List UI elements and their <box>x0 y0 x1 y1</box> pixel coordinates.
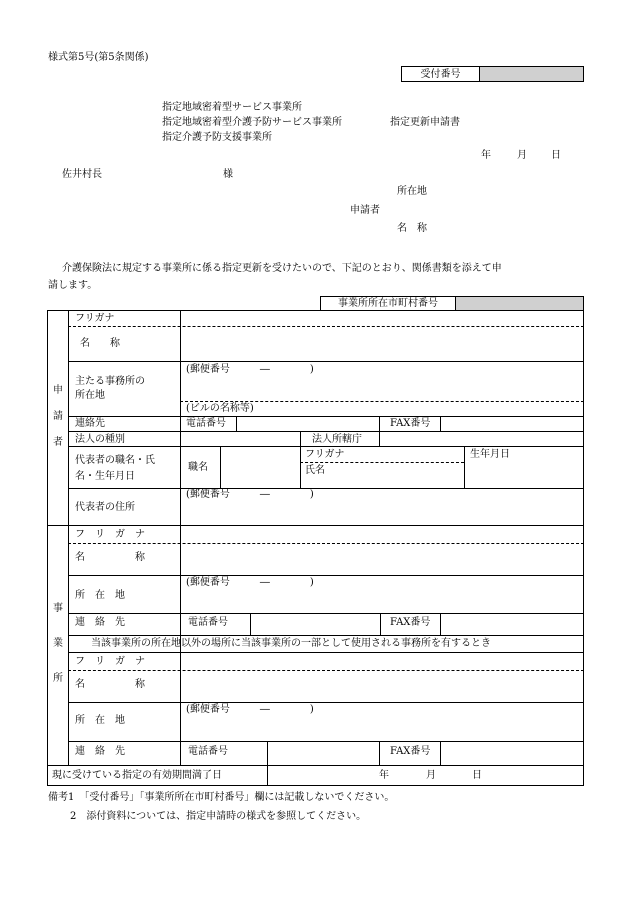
applicant-fax-field[interactable] <box>441 417 583 431</box>
office-phone-field[interactable] <box>251 614 379 635</box>
note-1: 備考1 「受付番号」「事業所所在市町村番号」欄には記載しないでください。 <box>48 792 395 803</box>
representative-title-label: 職名 <box>188 462 208 473</box>
representative-furigana-label: フリガナ <box>305 449 345 460</box>
satellite-phone-field[interactable] <box>268 742 378 764</box>
office-furigana-label: フ リ ガ ナ <box>75 529 145 540</box>
applicant-name-row-label: 名 称 <box>80 338 120 349</box>
representative-address-field[interactable] <box>181 502 583 524</box>
title-line-1: 指定地域密着型サービス事業所 <box>162 102 302 113</box>
representative-postal: (郵便番号 ― ) <box>186 489 314 500</box>
section-applicant-char-2: 請 <box>53 411 63 422</box>
satellite-name-label: 名 称 <box>75 679 145 690</box>
corp-authority-label: 法人所轄庁 <box>312 434 362 445</box>
main-office-label-2: 所在地 <box>75 390 105 401</box>
date-day: 日 <box>551 150 561 161</box>
representative-label-2: 名・生年月日 <box>75 471 135 482</box>
applicant-phone-field[interactable] <box>237 417 378 431</box>
applicant-name-label: 名 称 <box>397 223 427 234</box>
office-postal: (郵便番号 ― ) <box>186 577 314 588</box>
main-office-label-1: 主たる事務所の <box>75 376 145 387</box>
office-fax-label: FAX番号 <box>390 617 431 628</box>
section-office-char-1: 事 <box>53 603 63 614</box>
expiry-year: 年 <box>379 770 389 781</box>
corp-type-field[interactable] <box>181 432 299 446</box>
satellite-fax-label: FAX番号 <box>390 746 431 757</box>
applicant-label: 申請者 <box>350 205 380 216</box>
corp-type-label: 法人の種別 <box>75 434 125 445</box>
office-furigana-field[interactable] <box>181 526 583 542</box>
section-office-char-2: 業 <box>53 638 63 649</box>
expiry-label: 現に受けている指定の有効期間満了日 <box>52 770 222 781</box>
office-contact-label: 連 絡 先 <box>75 617 125 628</box>
municipality-number-label: 事業所所在市町村番号 <box>338 298 438 309</box>
representative-birthdate-label: 生年月日 <box>470 449 510 460</box>
date-year: 年 <box>481 150 491 161</box>
satellite-address-label: 所 在 地 <box>75 715 125 726</box>
title-suffix: 指定更新申請書 <box>390 117 460 128</box>
applicant-contact-label: 連絡先 <box>75 418 105 429</box>
receipt-number-field[interactable] <box>479 66 584 82</box>
satellite-furigana-field[interactable] <box>181 653 583 669</box>
representative-name-field[interactable] <box>340 463 463 487</box>
form-number: 様式第5号(第5条関係) <box>48 52 149 63</box>
satellite-postal: (郵便番号 ― ) <box>186 704 314 715</box>
addressee-honorific: 様 <box>223 169 233 180</box>
applicant-furigana-label: フリガナ <box>75 313 115 324</box>
main-office-postal: (郵便番号 ― ) <box>186 364 314 375</box>
representative-birthdate-field[interactable] <box>465 463 583 487</box>
title-line-3: 指定介護予防支援事業所 <box>162 132 272 143</box>
applicant-furigana-field[interactable] <box>181 311 583 326</box>
office-phone-label: 電話番号 <box>188 617 228 628</box>
receipt-number-label: 受付番号 <box>420 69 461 80</box>
section-applicant-char-3: 者 <box>53 437 63 448</box>
body-text-line-1: 介護保険法に規定する事業所に係る指定更新を受けたいので、下記のとおり、関係書類を添えて申 <box>62 263 502 274</box>
main-office-address-field[interactable] <box>181 378 583 400</box>
addressee-name: 佐井村長 <box>62 169 102 180</box>
title-line-2: 指定地域密着型介護予防サービス事業所 <box>162 117 342 128</box>
representative-address-label: 代表者の住所 <box>75 502 135 513</box>
representative-title-field[interactable] <box>221 447 299 487</box>
main-office-building: (ビルの名称等) <box>186 403 254 414</box>
representative-name-label: 氏名 <box>305 465 325 476</box>
applicant-fax-label: FAX番号 <box>390 418 431 429</box>
body-text-line-2: 請します。 <box>48 280 98 291</box>
applicant-address-label: 所在地 <box>397 186 427 197</box>
satellite-office-note: 当該事業所の所在地以外の場所に当該事業所の一部として使用される事務所を有するとき <box>91 638 491 649</box>
representative-label-1: 代表者の職名・氏 <box>75 455 155 466</box>
receipt-number-label-cell <box>401 66 480 82</box>
municipality-number-field[interactable] <box>455 296 584 311</box>
satellite-phone-label: 電話番号 <box>188 746 228 757</box>
note-2: 2 添付資料については、指定申請時の様式を参照してください。 <box>70 811 367 822</box>
applicant-name-field[interactable] <box>181 327 583 360</box>
office-address-field[interactable] <box>181 592 583 612</box>
municipality-number-label-cell <box>320 296 456 311</box>
office-name-field[interactable] <box>181 544 583 574</box>
applicant-phone-label: 電話番号 <box>186 418 226 429</box>
office-fax-field[interactable] <box>441 614 583 635</box>
office-address-label: 所 在 地 <box>75 590 125 601</box>
satellite-contact-label: 連 絡 先 <box>75 746 125 757</box>
satellite-address-field[interactable] <box>181 718 583 740</box>
section-office-char-3: 所 <box>53 673 63 684</box>
section-applicant-char-1: 申 <box>53 385 63 396</box>
satellite-furigana-label: フ リ ガ ナ <box>75 656 145 667</box>
office-name-label: 名 称 <box>75 552 145 563</box>
corp-authority-field[interactable] <box>380 432 583 446</box>
date-month: 月 <box>517 150 527 161</box>
section-column-divider <box>68 310 69 765</box>
expiry-day: 日 <box>472 770 482 781</box>
expiry-month: 月 <box>426 770 436 781</box>
satellite-name-field[interactable] <box>181 671 583 701</box>
satellite-fax-field[interactable] <box>441 742 583 764</box>
